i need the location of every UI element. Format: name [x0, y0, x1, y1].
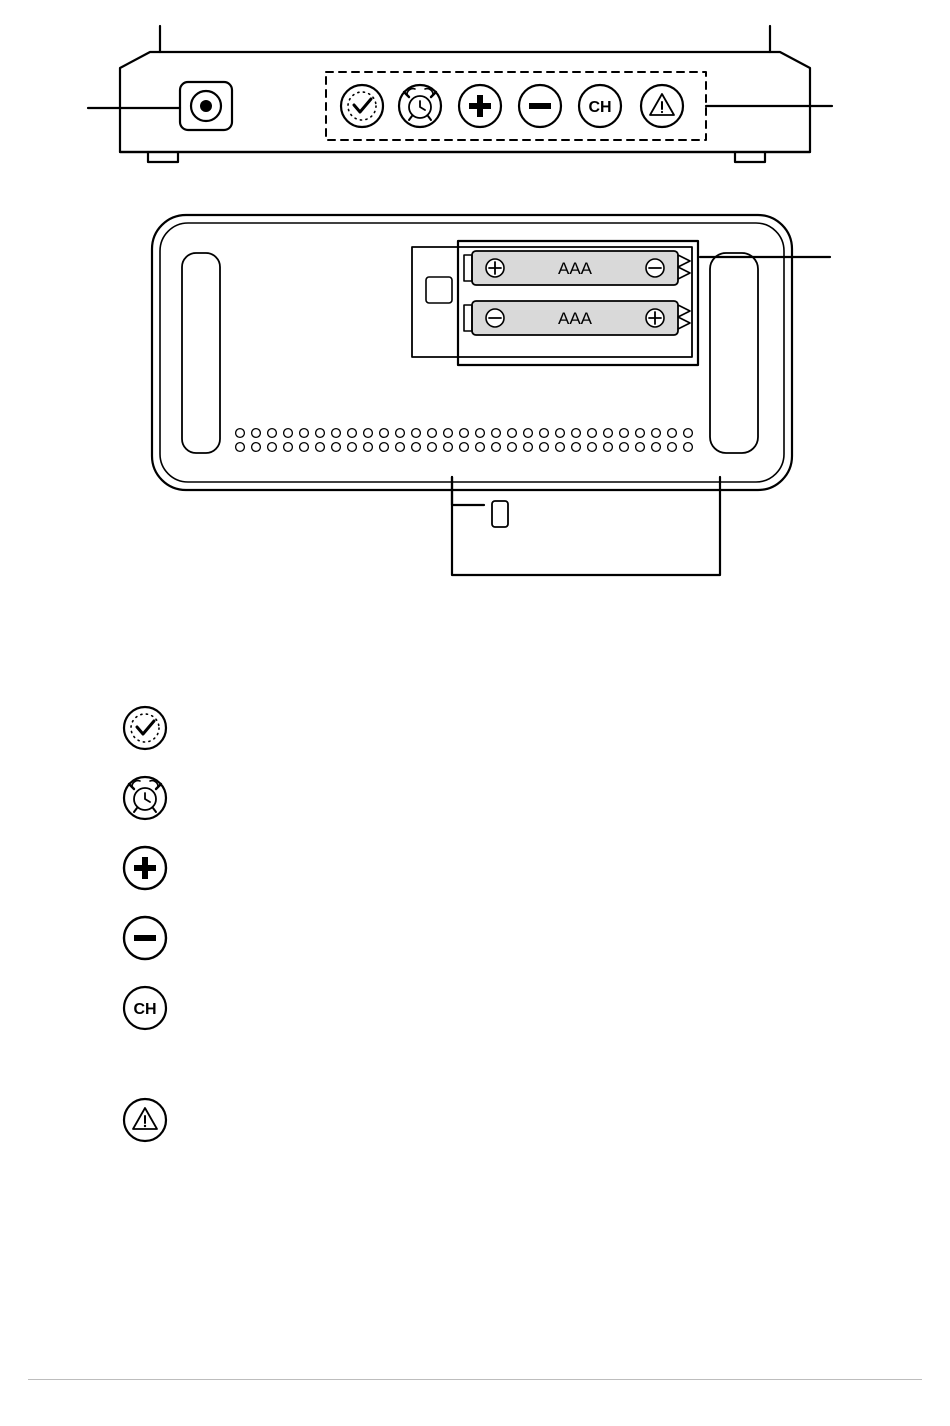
svg-text:CH: CH: [588, 99, 612, 116]
button-legend: [112, 700, 872, 1162]
legend-spacer: [112, 1050, 872, 1092]
legend-item-channel: [112, 980, 872, 1036]
svg-text:AAA: AAA: [557, 259, 593, 278]
svg-text:CH: CH: [133, 1001, 157, 1018]
alarm-clock-icon: [112, 770, 178, 826]
minus-icon: [112, 910, 178, 966]
footer-divider: [28, 1379, 922, 1380]
legend-item-clock: [112, 700, 872, 756]
channel-icon: [112, 980, 178, 1036]
legend-item-minus: [112, 910, 872, 966]
rear-panel-diagram: [80, 10, 870, 185]
svg-text:AAA: AAA: [557, 309, 593, 328]
legend-item-warning: [112, 1092, 872, 1148]
legend-item-alarm: [112, 770, 872, 826]
battery-compartment-diagram: [140, 205, 860, 595]
legend-item-plus: [112, 840, 872, 896]
warning-triangle-icon: [112, 1092, 178, 1148]
clock-icon: [112, 700, 178, 756]
plus-icon: [112, 840, 178, 896]
